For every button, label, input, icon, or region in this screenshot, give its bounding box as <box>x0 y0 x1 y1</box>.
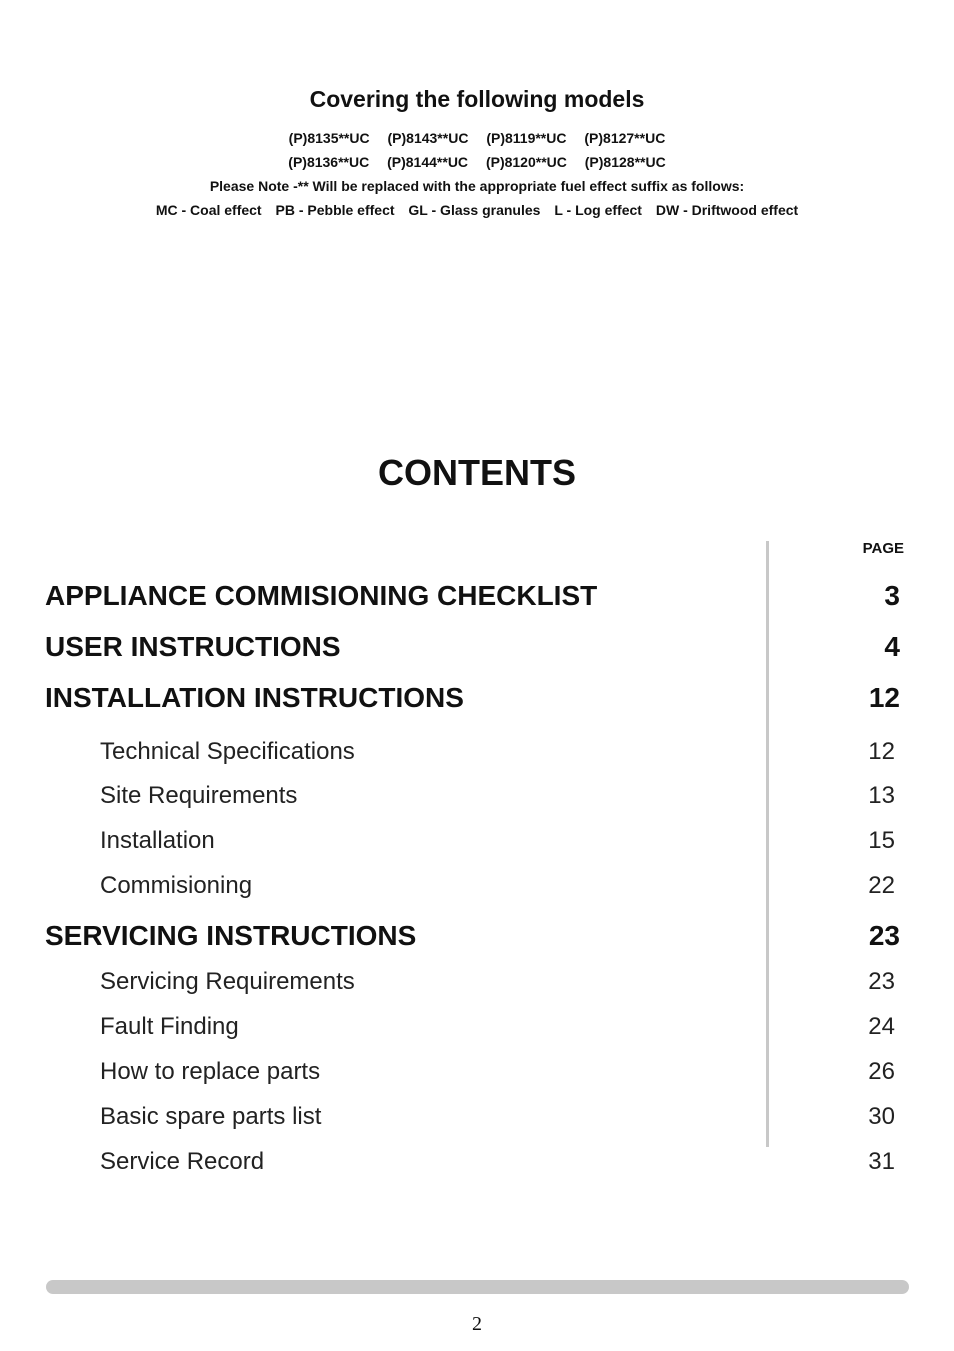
toc-entry-title: Commisioning <box>100 872 253 899</box>
model-code: (P)8144**UC <box>387 154 469 170</box>
effect-suffix-list <box>0 202 954 218</box>
effect-suffix: MC - Coal effect <box>155 202 262 218</box>
models-row-2 <box>0 154 954 170</box>
footer-rule <box>46 1280 909 1294</box>
toc-entry-page: 12 <box>868 738 895 765</box>
model-code: (P)8136**UC <box>288 154 370 170</box>
toc-entry-page: 22 <box>868 872 895 899</box>
toc-entry-title: How to replace parts <box>100 1058 321 1085</box>
models-row-1 <box>0 130 954 146</box>
toc-entry-title: Installation <box>100 827 215 854</box>
model-code: (P)8119**UC <box>486 130 567 146</box>
toc-entry-title: APPLIANCE COMMISIONING CHECKLIST <box>45 580 598 611</box>
toc-entry-page: 15 <box>868 827 895 854</box>
effect-suffix: PB - Pebble effect <box>275 202 395 218</box>
model-code: (P)8135**UC <box>288 130 370 146</box>
toc-entry-title: INSTALLATION INSTRUCTIONS <box>45 682 464 713</box>
models-heading: Covering the following models <box>309 86 645 112</box>
toc-entry-title: Fault Finding <box>100 1013 239 1040</box>
page-column-label: PAGE <box>862 540 904 557</box>
toc-entry-title: USER INSTRUCTIONS <box>45 631 341 662</box>
toc-entry-title: Service Record <box>100 1148 265 1175</box>
toc-entry-page: 4 <box>884 631 900 662</box>
toc-entry-page: 23 <box>868 920 900 951</box>
page-number: 2 <box>472 1313 482 1335</box>
toc-entry-page: 13 <box>868 782 895 809</box>
toc-entry-page: 3 <box>884 580 900 611</box>
toc-entry-title: Servicing Requirements <box>100 968 355 995</box>
toc-entry-title: SERVICING INSTRUCTIONS <box>45 920 417 951</box>
model-code: (P)8127**UC <box>584 130 666 146</box>
toc-entry-title: Technical Specifications <box>100 738 355 765</box>
model-code: (P)8143**UC <box>387 130 469 146</box>
effect-suffix: DW - Driftwood effect <box>655 202 799 218</box>
column-divider <box>766 541 769 1147</box>
contents-title: CONTENTS <box>378 452 576 493</box>
toc-entry-title: Site Requirements <box>100 782 298 809</box>
toc-entry-page: 12 <box>868 682 900 713</box>
toc-entry-page: 30 <box>868 1103 895 1130</box>
effect-suffix: GL - Glass granules <box>408 202 541 218</box>
model-code: (P)8128**UC <box>584 154 666 170</box>
toc-entry-page: 24 <box>868 1013 895 1040</box>
toc-entry-title: Basic spare parts list <box>100 1103 322 1130</box>
toc-entry-page: 23 <box>868 968 895 995</box>
suffix-note: Please Note -** Will be replaced with the appropriate fuel effect suffix as follows: <box>209 178 745 194</box>
model-code: (P)8120**UC <box>485 154 567 170</box>
effect-suffix: L - Log effect <box>554 202 642 218</box>
toc-entry-page: 26 <box>868 1058 895 1085</box>
toc-entry-page: 31 <box>868 1148 895 1175</box>
